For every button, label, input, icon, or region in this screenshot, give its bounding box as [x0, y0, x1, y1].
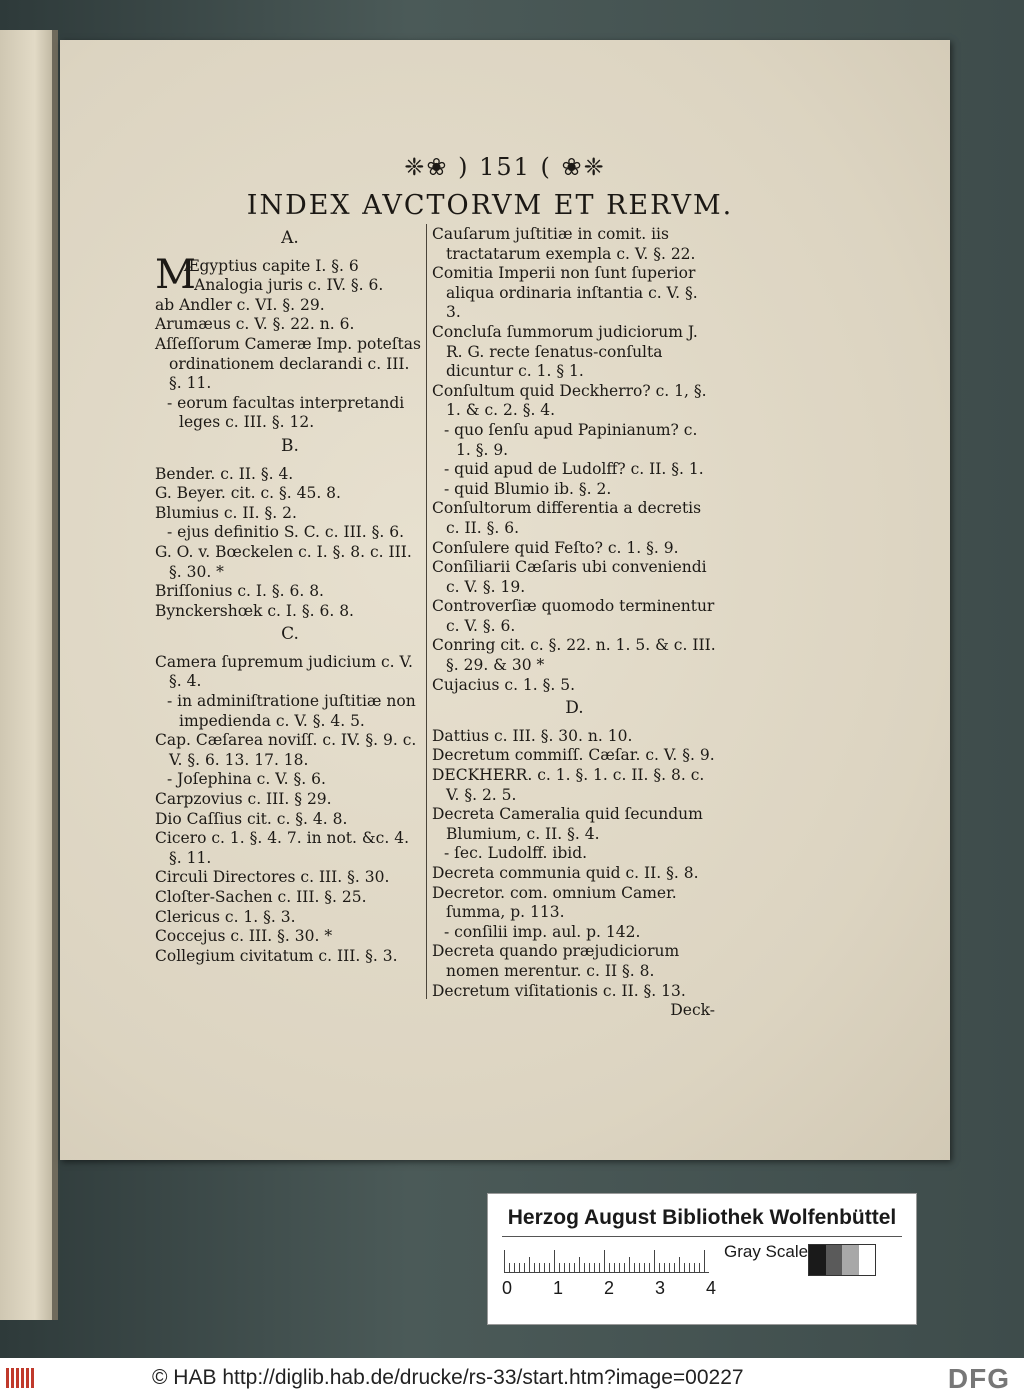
ruler-number: 3: [655, 1278, 666, 1298]
ruler-tick: [594, 1263, 595, 1272]
dfg-logo: DFG: [947, 1363, 1010, 1394]
index-entry: Decretum commiſſ. Cæſar. c. V. §. 9.: [432, 746, 715, 765]
scale-ruler: [504, 1248, 709, 1273]
index-entry: Conring cit. c. §. 22. n. 1. 5. & c. III. §. 29. & 30 *: [432, 636, 716, 675]
index-subentry: - conſilii imp. aul. p. 142.: [444, 922, 641, 941]
ruler-number: 2: [604, 1278, 615, 1298]
drop-capital: M: [155, 251, 196, 298]
entry-text: Ægyptius capite I. §. 6: [183, 256, 359, 275]
ruler-tick: [629, 1257, 630, 1272]
ruler-number: 1: [553, 1278, 564, 1298]
ruler-tick: [684, 1263, 685, 1272]
ruler-number: 4: [706, 1278, 717, 1298]
ruler-tick: [689, 1263, 690, 1272]
index-entry: Briſſonius c. I. §. 6. 8.: [155, 582, 324, 601]
index-entry: Decreta communia quid c. II. §. 8.: [432, 864, 699, 882]
ruler-tick: [509, 1263, 510, 1272]
ruler-number: 0: [502, 1278, 513, 1298]
index-subentry: - quid apud de Ludolff? c. II. §. 1.: [444, 460, 704, 479]
index-entry: - Analogia juris c. IV. §. 6.: [183, 276, 384, 295]
ruler-tick: [679, 1257, 680, 1272]
ruler-tick: [569, 1263, 570, 1272]
ruler-tick: [699, 1263, 700, 1272]
index-entry: Collegium civitatum c. III. §. 3.: [155, 946, 398, 965]
column-divider: [426, 224, 427, 999]
hab-logo-icon: [6, 1368, 42, 1388]
index-subentry: - Joſephina c. V. §. 6.: [167, 770, 326, 789]
ruler-tick: [599, 1263, 600, 1272]
gray-swatch: [842, 1245, 859, 1275]
index-entry: Bender. c. II. §. 4.: [155, 464, 294, 483]
ruler-tick: [574, 1263, 575, 1272]
right-column: [432, 225, 717, 1021]
ruler-tick: [654, 1250, 655, 1272]
index-entry: G. O. v. Bœckelen c. I. §. 8. c. III. §. 30. *: [155, 542, 412, 581]
section-letter: B.: [281, 435, 299, 456]
index-entry: Coccejus c. III. §. 30. *: [155, 927, 333, 946]
index-subentry: - ſec. Ludolff. ibid.: [444, 844, 588, 863]
ruler-tick: [649, 1263, 650, 1272]
footer-credit: © HAB http://diglib.hab.de/drucke/rs-33/start.htm?image=00227: [152, 1366, 744, 1389]
ruler-tick: [539, 1263, 540, 1272]
page-header: ❈❀ ) 151 ( ❀❈: [404, 153, 606, 181]
ruler-numbers: [498, 1278, 728, 1302]
index-entry: Cloſter-Sachen c. III. §. 25.: [155, 888, 367, 906]
index-entry: Concluſa ſummorum judiciorum J. R. G. recte ſenatus-conſulta dicuntur c. 1. § 1.: [432, 322, 698, 381]
index-entry: Conſultorum differentia a decretis c. II. §. 6.: [432, 499, 702, 537]
ruler-tick: [704, 1250, 705, 1272]
page-title: INDEX AVCTORVM ET RERVM.: [246, 190, 734, 221]
index-entry: Decretor. com. omnium Camer. ſumma, p. 113.: [432, 883, 677, 922]
ruler-tick: [589, 1263, 590, 1272]
section-letter: C.: [281, 624, 299, 645]
index-entry: Conſulere quid Feſto? c. 1. §. 9.: [432, 538, 679, 557]
index-entry: Conſultum quid Deckherro? c. 1, §. 1. & c. 2. §. 4.: [432, 381, 707, 420]
ruler-tick: [519, 1263, 520, 1272]
ruler-tick: [604, 1250, 605, 1272]
ruler-tick: [694, 1263, 695, 1272]
index-entry: ab Andler c. VI. §. 29.: [155, 295, 325, 314]
index-subentry: - quo ſenſu apud Papinianum? c. 1. §. 9.: [444, 420, 698, 459]
ruler-tick: [614, 1263, 615, 1272]
index-entry: Blumius c. II. §. 2.: [155, 503, 297, 522]
ruler-tick: [524, 1263, 525, 1272]
gray-swatch: [809, 1245, 826, 1275]
gray-swatch: [826, 1245, 843, 1275]
ruler-tick: [674, 1263, 675, 1272]
ruler-tick: [549, 1263, 550, 1272]
index-entry: Dio Caſſius cit. c. §. 4. 8.: [155, 809, 348, 828]
ruler-tick: [639, 1263, 640, 1272]
index-subentry: - eorum facultas interpretandi leges c. III. §. 12.: [167, 393, 405, 432]
ruler-tick: [504, 1250, 505, 1272]
ruler-tick: [609, 1263, 610, 1272]
ruler-tick: [644, 1263, 645, 1272]
ruler-tick: [534, 1263, 535, 1272]
library-name: Herzog August Bibliothek Wolfenbüttel: [507, 1206, 897, 1229]
ruler-tick: [514, 1263, 515, 1272]
index-entry: Decreta Cameralia quid ſecundum Blumium, c. II. §. 4.: [432, 805, 703, 843]
index-entry: Decreta quando præjudiciorum nomen merentur. c. II §. 8.: [432, 942, 680, 980]
index-entry: Clericus c. 1. §. 3.: [155, 907, 296, 926]
index-entry: Aſſeſſorum Cameræ Imp. poteſtas ordinationem declarandi c. III. §. 11.: [155, 334, 421, 393]
index-entry: Controverſiæ quomodo terminentur c. V. §. 6.: [432, 597, 715, 635]
section-letter: D.: [565, 698, 584, 719]
ruler-tick: [554, 1250, 555, 1272]
ruler-tick: [664, 1263, 665, 1272]
index-subentry: - quid Blumio ib. §. 2.: [444, 479, 612, 498]
index-entry: Cicero c. 1. §. 4. 7. in not. &c. 4. §. 11.: [155, 829, 410, 867]
ruler-tick: [584, 1263, 585, 1272]
footer-bar: [0, 1358, 1024, 1396]
index-entry: Conſiliarii Cæſaris ubi conveniendi c. V. §. 19.: [432, 558, 707, 596]
section-letter: A.: [281, 228, 299, 248]
index-entry: Cauſarum juſtitiæ in comit. iis tractatarum exempla c. V. §. 22.: [432, 225, 696, 263]
ruler-tick: [579, 1257, 580, 1272]
index-entry: Arumæus c. V. §. 22. n. 6.: [155, 315, 355, 334]
ruler-tick: [529, 1257, 530, 1272]
index-entry: Circuli Directores c. III. §. 30.: [155, 868, 390, 887]
gray-swatch: [859, 1245, 876, 1275]
index-entry: Decretum viſitationis c. II. §. 13.: [432, 981, 686, 1000]
index-subentry: - ejus definitio S. C. c. III. §. 6.: [167, 523, 405, 542]
ruler-tick: [669, 1263, 670, 1272]
grayscale-label: Gray Scale: [724, 1242, 809, 1261]
index-entry: DECKHERR. c. 1. §. 1. c. II. §. 8. c. V. §. 2. 5.: [432, 766, 705, 804]
book-page: [60, 40, 950, 1160]
ruler-tick: [544, 1263, 545, 1272]
index-entry: Bynckershœk c. I. §. 6. 8.: [155, 601, 354, 620]
catchword: Deck-: [670, 1001, 715, 1020]
index-entry: Comitia Imperii non ſunt ſuperior aliqua ordinaria inſtantia c. V. §. 3.: [432, 264, 698, 322]
ruler-tick: [634, 1263, 635, 1272]
index-subentry: - in adminiſtratione juſtitiæ non impedienda c. V. §. 4. 5.: [167, 692, 416, 730]
ruler-tick: [624, 1263, 625, 1272]
ruler-tick: [619, 1263, 620, 1272]
left-column: [155, 225, 425, 966]
index-entry: Cap. Cæſarea noviſſ. c. IV. §. 9. c. V. §. 6. 13. 17. 18.: [155, 731, 417, 769]
index-entry: Cujacius c. 1. §. 5.: [432, 675, 576, 694]
label-rule: [502, 1236, 902, 1237]
grayscale-swatches: [808, 1244, 876, 1276]
index-entry: Dattius c. III. §. 30. n. 10.: [432, 726, 633, 745]
ruler-tick: [559, 1263, 560, 1272]
index-entry: Camera ſupremum judicium c. V. §. 4.: [155, 652, 413, 691]
index-entry: G. Beyer. cit. c. §. 45. 8.: [155, 484, 341, 503]
library-label: [487, 1193, 917, 1325]
ruler-tick: [564, 1263, 565, 1272]
ruler-tick: [659, 1263, 660, 1272]
previous-page-edge: [0, 30, 58, 1320]
index-entry: Carpzovius c. III. § 29.: [155, 790, 332, 809]
